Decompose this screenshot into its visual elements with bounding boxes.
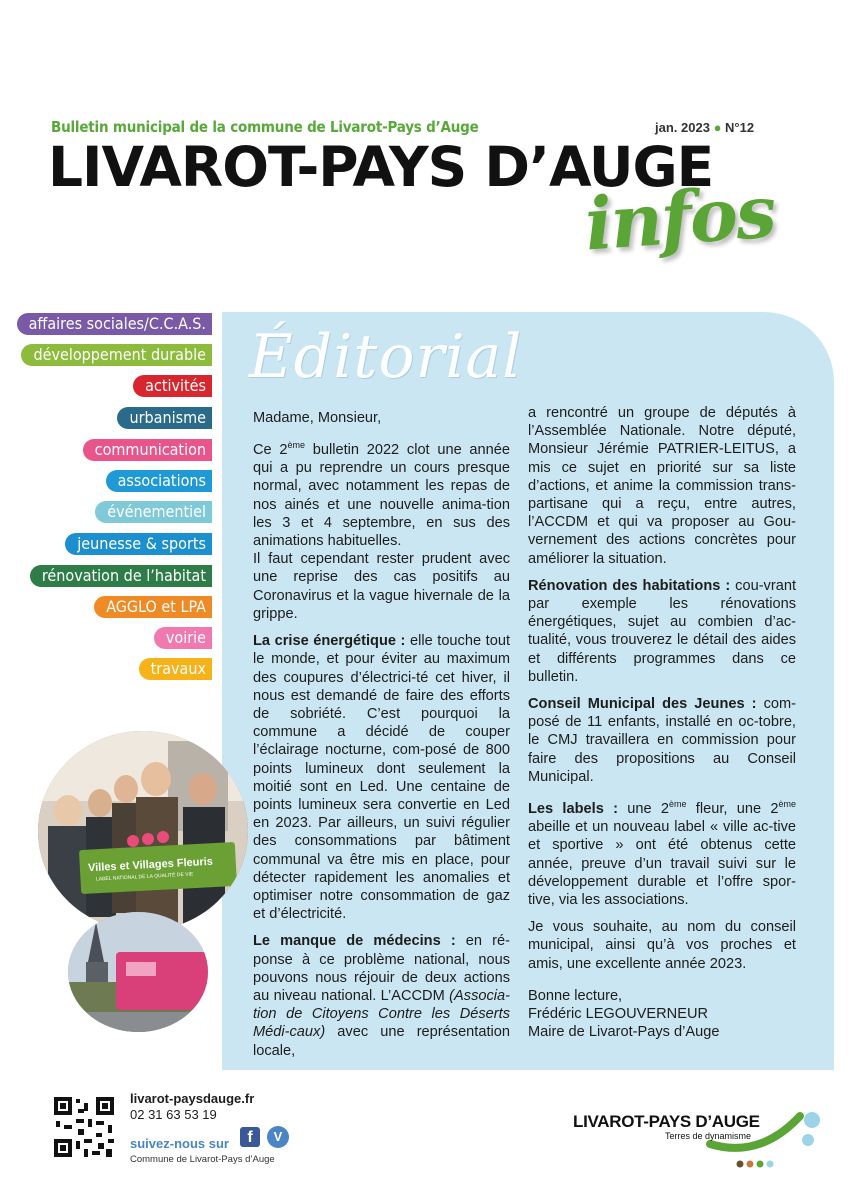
- follow-label: suivez-nous sur: [130, 1136, 229, 1151]
- category-tag[interactable]: communication: [83, 439, 212, 461]
- category-tag[interactable]: associations: [106, 470, 212, 492]
- category-tag[interactable]: activités: [133, 375, 212, 397]
- category-tag[interactable]: jeunesse & sports: [65, 533, 212, 555]
- logo-wordmark: LIVAROT-PAYS D’AUGE: [573, 1112, 760, 1131]
- issue-info: [655, 120, 754, 135]
- paragraph: La crise énergétique : elle touche tout le monde, et pour éviter au maximum des coupures d’électrici-té cet hiver, il nous est demandé de faire des efforts de sobriété. C’est pourquoi la commune a décidé de couper l’éclairage nocturne, com-posé de 800 points lumineux dont seulement la moitié sont en Led. Une centaine de points lumineux sera convertie en Led en 2023. Par ailleurs, un suivi régulier des consommations par bâtiment communal va être mis en place, pour détecter rapidement les anomalies et optimiser notre consommation de gaz et d’électricité.: [253, 633, 510, 923]
- paragraph: Ce 2ème bulletin 2022 clot une année qui a pu reprendre un cours presque normal, avec notamment les repas de nos ainés et une nouvelle anima-tion les 3 et 4 septembre, en sus des animations habituelles.: [253, 440, 510, 550]
- paragraph: Je vous souhaite, au nom du conseil municipal, ainsi qu’à vos proches et amis, une excellente année 2023.: [528, 919, 796, 972]
- category-tag[interactable]: urbanisme: [117, 407, 212, 429]
- masthead-title: LIVAROT-PAYS D’AUGE: [48, 135, 714, 199]
- closing: Bonne lecture,: [528, 987, 623, 1004]
- paragraph: Conseil Municipal des Jeunes : com-posé de 11 enfants, installé en oc-tobre, le CMJ travaillera en commission pour faire des propositions au Conseil Municipal.: [528, 696, 796, 785]
- logo-tagline: Terres de dynamisme: [665, 1131, 752, 1141]
- category-tag[interactable]: événementiel: [95, 501, 212, 523]
- category-tag[interactable]: rénovation de l’habitat: [30, 565, 212, 587]
- category-tag[interactable]: affaires sociales/C.C.A.S.: [17, 313, 212, 335]
- signature: [528, 987, 796, 1042]
- signature-role: Maire de Livarot-Pays d’Auge: [528, 1024, 720, 1041]
- banner-subtitle: LABEL NATIONAL DE LA QUALITÉ DE VIE: [95, 871, 194, 883]
- editorial-column-2: [528, 404, 796, 1050]
- paragraph: a rencontré un groupe de députés à l’Assemblée Nationale. Notre député, Monsieur Jérémie PATRIER-LEITUS, a mis ce sujet en priorité sur sa liste d’actions, et anime la commission trans-partisane qui a reçu, entre autres, l’ACCDM et qui va proposer au Gou-vernement des actions concrètes pour améliorer la situation.: [528, 405, 796, 567]
- bullet-dot-icon: ●: [713, 120, 722, 135]
- signature-name: Frédéric LEGOUVERNEUR: [528, 1005, 709, 1022]
- qr-code[interactable]: [52, 1095, 116, 1159]
- editorial-column-1: [253, 409, 510, 1069]
- paragraph: Rénovation des habitations : cou-vrant par exemple les rénovations énergétiques, sujet au combien d’ac-tualité, vous trouverez le détail des aides et différents programmes dans ce bulletin.: [528, 577, 797, 685]
- greeting: Madame, Monsieur,: [253, 410, 382, 426]
- bulletin-subtitle: Bulletin municipal de la commune de Livarot-Pays d’Auge: [51, 118, 479, 136]
- category-tag[interactable]: voirie: [154, 627, 212, 649]
- group-photo: [38, 731, 248, 931]
- category-tag[interactable]: développement durable: [21, 344, 212, 366]
- editorial-title: Éditorial: [249, 322, 523, 392]
- facebook-icon[interactable]: f: [240, 1127, 260, 1147]
- category-tag[interactable]: AGGLO et LPA: [94, 596, 212, 618]
- issue-number: N°12: [725, 120, 755, 135]
- paragraph: Le manque de médecins : en ré-ponse à ce problème national, nous pouvons nous réjouir de deux actions au niveau national. L’ACCDM (Associa-tion de Citoyens Contre les Déserts Médi-caux) avec une représentation locale,: [253, 933, 510, 1059]
- banner-title: Villes et Villages Fleuris: [87, 855, 214, 875]
- commune-name: Commune de Livarot-Pays d’Auge: [130, 1154, 275, 1165]
- issue-date: jan. 2023: [655, 120, 710, 135]
- website-url[interactable]: livarot-paysdauge.fr: [130, 1091, 255, 1106]
- paragraph: Il faut cependant rester prudent avec une reprise des cas positifs au Coronavirus et la vague hivernale de la grippe.: [253, 551, 510, 622]
- app-v-icon[interactable]: V: [267, 1126, 289, 1148]
- masthead-infos: infos: [582, 168, 777, 267]
- category-tag[interactable]: travaux: [139, 658, 212, 680]
- paragraph: Les labels : une 2ème fleur, une 2ème abeille et un nouveau label « ville ac-tive et sportive » ont été obtenus cette année, preuve d’un travail suivi sur le développement durable et l’offre spor-tive, via les associations.: [528, 799, 796, 908]
- phone-number: 02 31 63 53 19: [130, 1107, 217, 1122]
- mobile-unit-photo: [68, 912, 208, 1032]
